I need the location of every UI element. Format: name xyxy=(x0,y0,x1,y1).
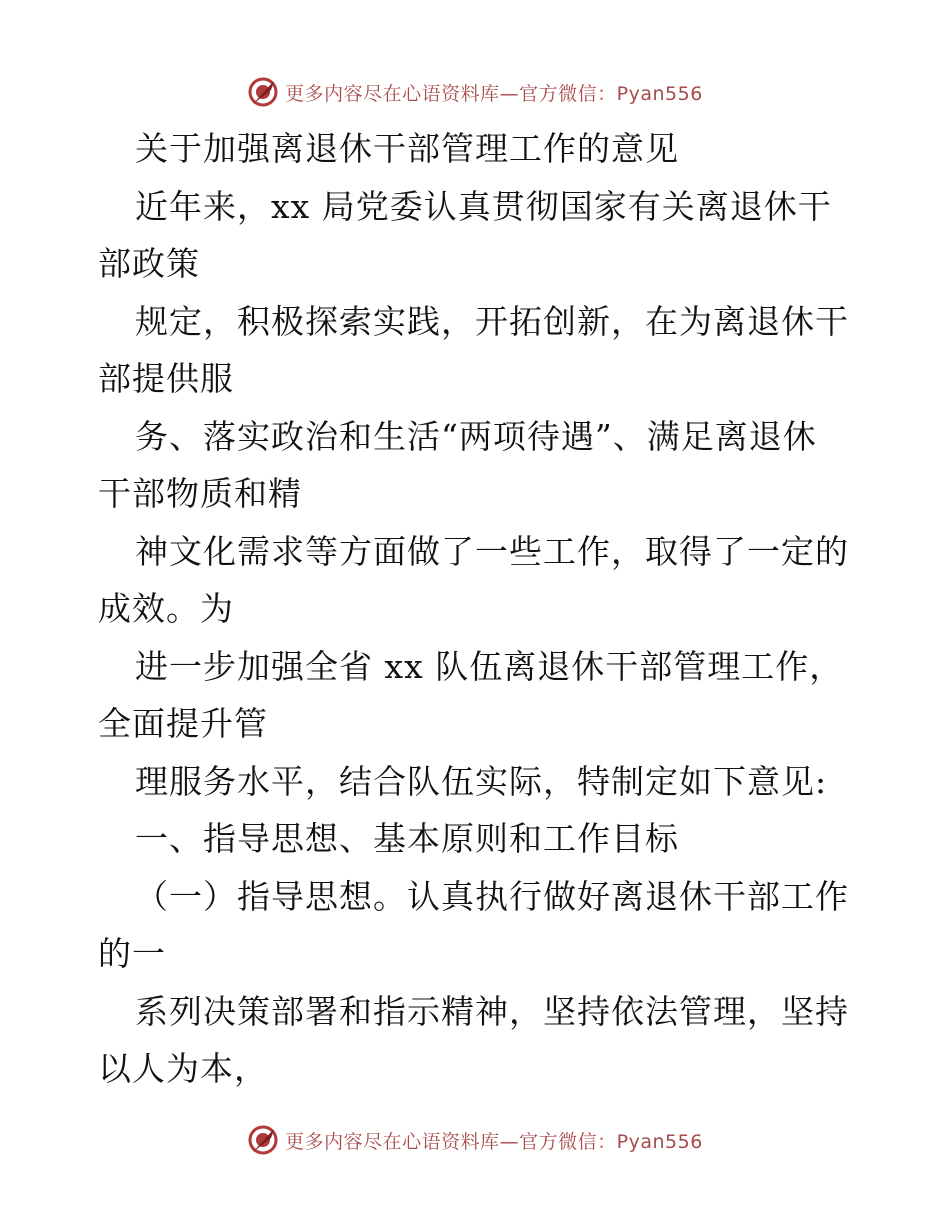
document-title: 关于加强离退休干部管理工作的意见 xyxy=(135,129,679,168)
watermark-text: 更多内容尽在心语资料库—官方微信：Pyan556 xyxy=(285,1130,703,1153)
paragraph-line: 务、落实政治和生活“两项待遇”、满足离退休 xyxy=(135,416,817,456)
paragraph-line: 的一 xyxy=(98,934,166,973)
paragraph-line: 神文化需求等方面做了一些工作，取得了一定的 xyxy=(135,531,849,571)
paragraph-line: 部提供服 xyxy=(98,359,234,398)
paragraph-line: 理服务水平，结合队伍实际，特制定如下意见: xyxy=(135,761,828,801)
paragraph-line: 以人为本， xyxy=(98,1049,268,1088)
paragraph-line: 全面提升管 xyxy=(98,704,268,743)
watermark-header xyxy=(0,72,950,112)
paragraph-line: 进一步加强全省 xx 队伍离退休干部管理工作， xyxy=(135,646,844,686)
paragraph-line: 成效。为 xyxy=(98,589,234,628)
quill-logo-icon xyxy=(247,1124,279,1156)
paragraph-line: 近年来，xx 局党委认真贯彻国家有关离退休干 xyxy=(135,186,832,226)
paragraph-line: 部政策 xyxy=(98,244,200,283)
paragraph-line: 规定，积极探索实践，开拓创新，在为离退休干 xyxy=(135,301,849,341)
subsection-heading: （一）指导思想。认真执行做好离退休干部工作 xyxy=(135,876,849,916)
watermark-text: 更多内容尽在心语资料库—官方微信：Pyan556 xyxy=(285,82,703,105)
paragraph-line: 系列决策部署和指示精神，坚持依法管理，坚持 xyxy=(135,991,849,1031)
document-body xyxy=(98,120,858,1098)
paragraph-line: 干部物质和精 xyxy=(98,474,302,513)
section-heading: 一、指导思想、基本原则和工作目标 xyxy=(135,819,679,858)
quill-logo-icon xyxy=(247,76,279,108)
watermark-footer xyxy=(0,1120,950,1160)
